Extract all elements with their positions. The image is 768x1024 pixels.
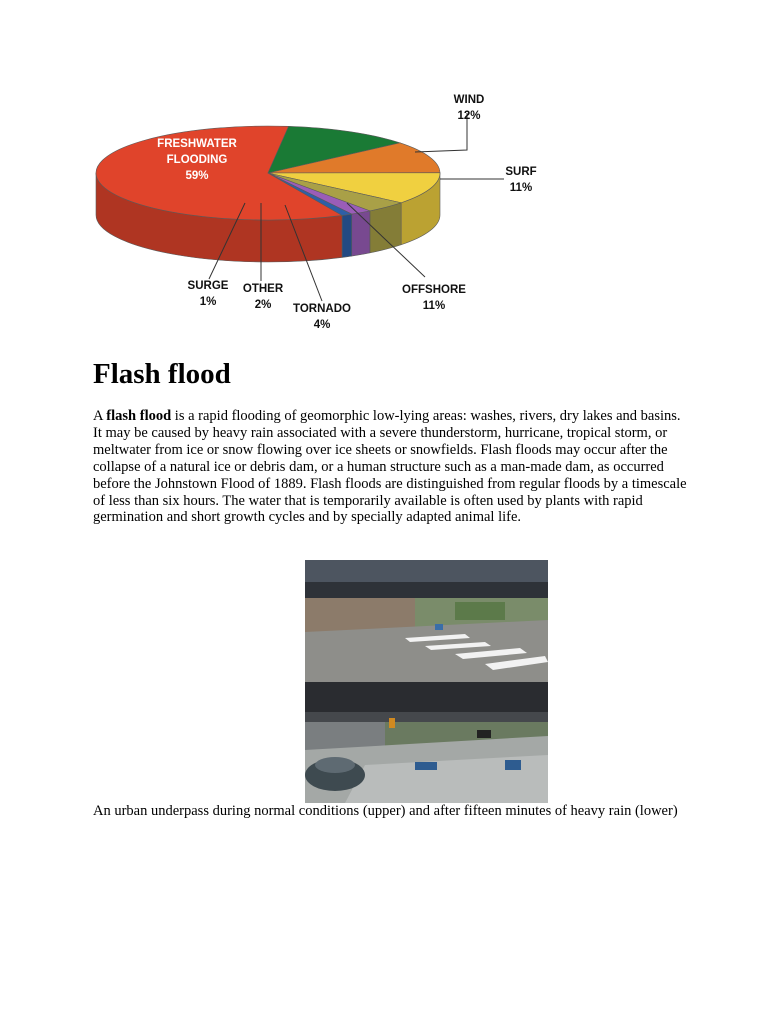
pie-label-surf: SURF xyxy=(505,166,537,178)
pie-label-freshwater-flooding: FLOODING xyxy=(166,154,228,166)
intro-paragraph xyxy=(93,408,693,526)
pie-label-freshwater-flooding: FRESHWATER xyxy=(157,138,237,150)
underpass-photo-upper xyxy=(305,560,548,682)
pie-label-offshore: OFFSHORE xyxy=(402,284,466,296)
pie-label-other: OTHER xyxy=(242,283,284,295)
pie-side-surge xyxy=(342,214,352,257)
pie-value-offshore: 11% xyxy=(422,300,446,312)
pie-value-surf: 11% xyxy=(509,182,533,194)
underpass-photo xyxy=(305,560,548,803)
pie-value-tornado: 4% xyxy=(313,319,331,331)
photo-caption: An urban underpass during normal conditions (upper) and after fifteen minutes of heavy rain (lower) xyxy=(93,803,678,819)
pie-top-slices xyxy=(96,126,440,220)
pie-value-wind: 12% xyxy=(457,110,481,122)
pie-label-tornado: TORNADO xyxy=(293,303,351,315)
pie-label-wind: WIND xyxy=(453,94,485,106)
underpass-photo-lower xyxy=(305,682,548,803)
pie-label-surge: SURGE xyxy=(187,280,229,292)
pie-value-other: 2% xyxy=(254,299,272,311)
page-title: Flash flood xyxy=(93,358,231,390)
intro-body: is a rapid flooding of geomorphic low-lying areas: washes, rivers, dry lakes and basins. It may be caused by heavy rain associated with a severe thunderstorm, hurricane, tropical storm, or meltwater from ice or snow flowing over ice sheets or snowfields. Flash floods may occur after the collapse of a natural ice or debris dam, or a human structure such as a man-made dam, as occurred before the Johnstown Flood of 1889. Flash floods are distinguished from regular floods by a timescale of less than six hours. The water that is temporarily available is often used by plants with rapid germination and short growth cycles and by specially adapted animal life. xyxy=(93,408,687,526)
pie-chart xyxy=(85,85,555,345)
pie-side-other xyxy=(352,211,370,256)
pie-side-tornado xyxy=(370,203,401,253)
intro-bold-term: flash flood xyxy=(106,408,172,424)
intro-prefix: A xyxy=(93,408,107,424)
pie-value-freshwater-flooding: 59% xyxy=(185,170,209,182)
pie-value-surge: 1% xyxy=(199,296,217,308)
